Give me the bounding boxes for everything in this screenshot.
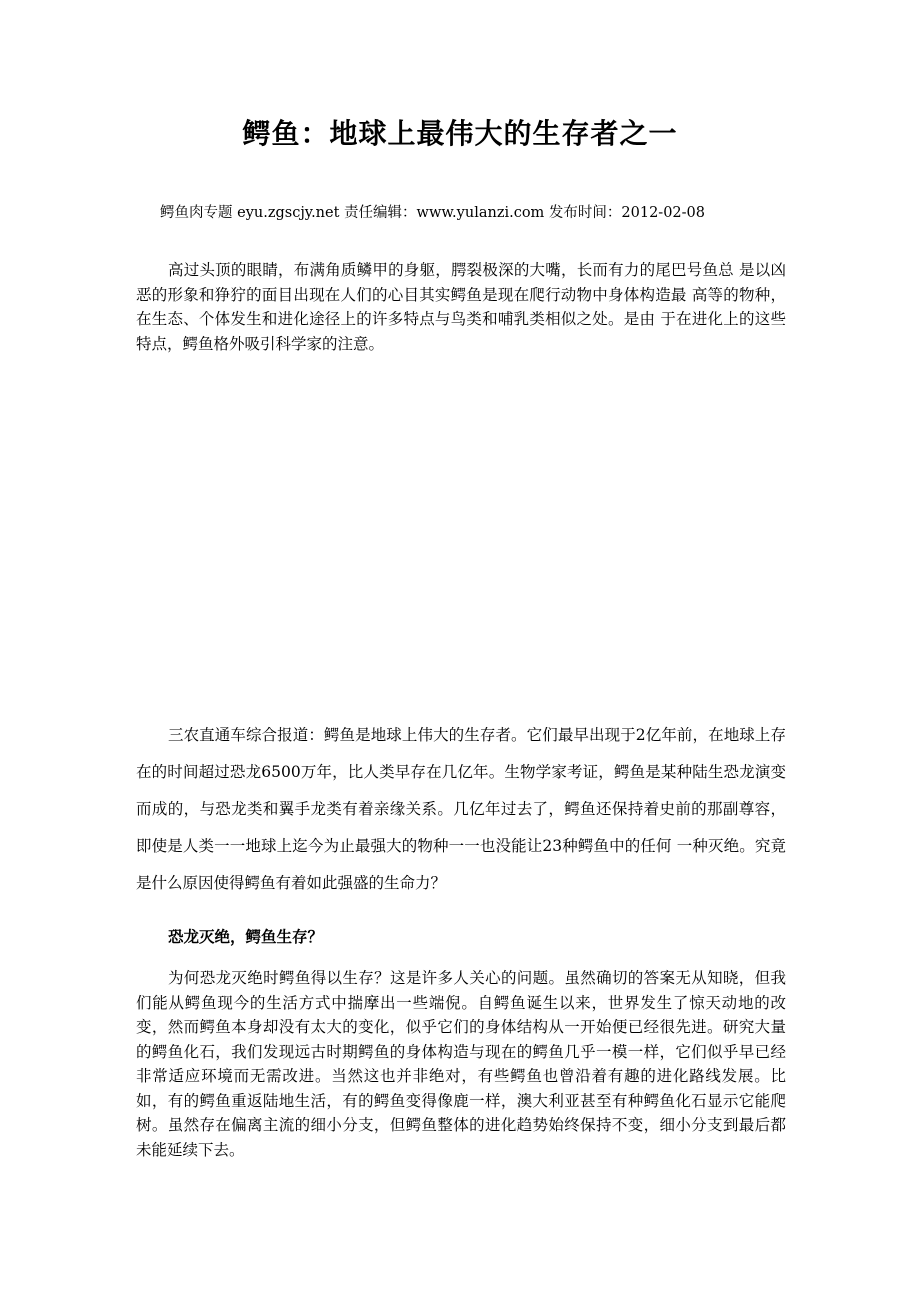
article-meta-line: 鳄鱼肉专题 eyu.zgscjy.net 责任编辑：www.yulanzi.com 发布时间：2012-02-08: [160, 205, 706, 221]
section-subheading: 恐龙灭绝，鳄鱼生存？: [168, 927, 324, 946]
intro-paragraph: 高过头顶的眼睛，布满角质鳞甲的身躯，腭裂极深的大嘴，长而有力的尾巴号鱼总 是以凶恶的形象和狰狞的面目出现在人们的心目其实鳄鱼是现在爬行动物中身体构造最 高等的物种，在生态、个体发生和进化途径上的许多特点与鸟类和哺乳类相似之处。是由 于在进化上的这些特点，鳄鱼格外吸引科学家的注意。: [136, 261, 786, 353]
document-title: 鳄鱼：地球上最伟大的生存者之一: [242, 117, 678, 150]
survival-paragraph: 为何恐龙灭绝时鳄鱼得以生存？这是许多人关心的问题。虽然确切的答案无从知晓，但我们能从鳄鱼现今的生活方式中揣摩出一些端倪。自鳄鱼诞生以来，世界发生了惊天动地的改变，然而鳄鱼本身却没有太大的变化，似乎它们的身体结构从一开始便已经很先进。研究大量的鳄鱼化石，我们发现远古时期鳄鱼的身体构造与现在的鳄鱼几乎一模一样，它们似乎早已经非常适应环境而无需改进。当然这也并非绝对，有些鳄鱼也曾沿着有趣的进化路线发展。比如，有的鳄鱼重返陆地生活，有的鳄鱼变得像鹿一样，澳大利亚甚至有种鳄鱼化石显示它能爬树。虽然存在偏离主流的细小分支，但鳄鱼整体的进化趋势始终保持不变，细小分支到最后都未能延续下去。: [136, 969, 786, 1159]
report-paragraph: 三农直通车综合报道：鳄鱼是地球上伟大的生存者。它们最早出现于2亿年前，在地球上存在的时间超过恐龙6500万年，比人类早存在几亿年。生物学家考证，鳄鱼是某种陆生恐龙演变而成的，与恐龙类和翼手龙类有着亲缘关系。几亿年过去了，鳄鱼还保持着史前的那副尊容，即使是人类一一地球上迄今为止最强大的物种一一也没能让23种鳄鱼中的任何 一种灭绝。究竟是什么原因使得鳄鱼有着如此强盛的生命力？: [136, 726, 786, 892]
